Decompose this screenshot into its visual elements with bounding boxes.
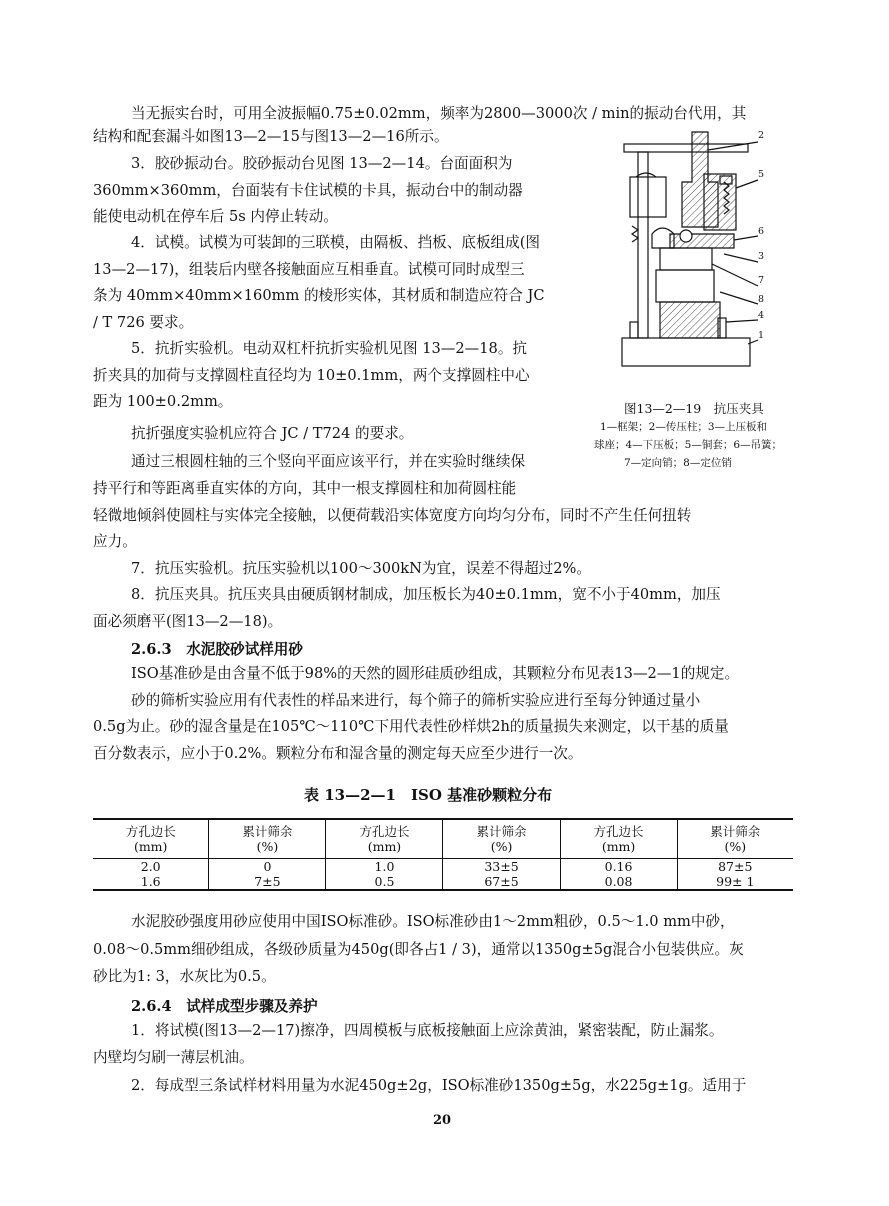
table-cell: 7±5: [209, 874, 326, 890]
paragraph-line: 百分数表示，应小于0.2%。颗粒分布和湿含量的测定每天应至少进行一次。: [93, 745, 583, 762]
paragraph-line: 2．每成型三条试样材料用量为水泥450g±2g，ISO标准砂1350g±5g，水225g±1g。适用于: [131, 1077, 747, 1094]
callout-3: 3: [758, 251, 765, 262]
paragraph-line: 轻微地倾斜使圆柱与实体完全接触，以便荷载沿实体宽度方向均匀分布，同时不产生任何扭转: [93, 507, 692, 524]
table-row: [93, 859, 793, 875]
callout-6: 6: [758, 226, 765, 237]
table-cell: 67±5: [443, 874, 560, 890]
table-header-row: [93, 819, 793, 859]
paragraph-line: 结构和配套漏斗如图13—2—15与图13—2—16所示。: [93, 128, 449, 145]
figure-legend-line: 球座；4—下压板；5—铜套；6—吊簧；: [594, 439, 783, 451]
table-header: 累计筛余 (%): [443, 819, 560, 859]
paragraph-line: 4．试模。试模为可装卸的三联模，由隔板、挡板、底板组成(图: [131, 234, 541, 251]
paragraph-line: 5．抗折实验机。电动双杠杆抗折实验机见图 13—2—18。抗: [131, 340, 528, 357]
paragraph-line: 0.08～0.5mm细砂组成，各级砂质量为450g(即各占1 / 3)，通常以1350g±5g混合小包装供应。灰: [93, 941, 744, 958]
table-header: 累计筛余 (%): [209, 819, 326, 859]
figure-caption: 图13—2—19 抗压夹具: [624, 401, 764, 416]
table-cell: 0: [209, 859, 326, 875]
table-cell: 33±5: [443, 859, 560, 875]
paragraph-line: 折夹具的加荷与支撑圆柱直径均为 10±0.1mm，两个支撑圆柱中心: [93, 367, 530, 384]
table-header: 累计筛余 (%): [710, 824, 761, 854]
paragraph-line: 能使电动机在停车后 5s 内停止转动。: [93, 208, 338, 225]
section-heading: 2.6.4 试样成型步骤及养护: [131, 998, 318, 1015]
paragraph-line: 水泥胶砂强度用砂应使用中国ISO标准砂。ISO标准砂由1～2mm粗砂，0.5～1.0 mm中砂，: [131, 913, 735, 930]
paragraph-line: 13—2—17)，组装后内壁各接触面应互相垂直。试模可同时成型三: [93, 261, 525, 278]
paragraph-line: 面必须磨平(图13—2—18)。: [93, 613, 283, 630]
callout-1: 1: [758, 330, 765, 341]
table-header: 方孔边长 (mm): [326, 819, 443, 859]
figure-legend-line: 7—定向销；8—定位销: [624, 457, 732, 469]
section-heading: 2.6.3 水泥胶砂试样用砂: [131, 641, 303, 658]
paragraph-line: 内壁均匀刷一薄层机油。: [93, 1049, 254, 1066]
paragraph-line: 条为 40mm×40mm×160mm 的棱形实体，其材质和制造应符合 JC: [93, 287, 545, 304]
table-header: 方孔边长 (mm): [93, 819, 209, 859]
table-cell: 2.0: [93, 859, 209, 875]
paragraph-line: 抗折强度实验机应符合 JC / T724 的要求。: [131, 425, 414, 442]
paragraph-line: 8．抗压夹具。抗压夹具由硬质钢材制成，加压板长为40±0.1mm，宽不小于40mm，加压: [131, 586, 721, 603]
paragraph-line: ISO基准砂是由含量不低于98%的天然的圆形硅质砂组成，其颗粒分布见表13—2—1的规定。: [131, 665, 740, 682]
table-cell: 1.0: [326, 859, 443, 875]
table-title: 表 13—2—1 ISO 基准砂颗粒分布: [304, 786, 553, 804]
paragraph-line: 通过三根圆柱轴的三个竖向平面应该平行，并在实验时继续保: [131, 453, 526, 470]
paragraph-line: 距为 100±0.2mm。: [93, 393, 233, 410]
callout-5: 5: [758, 169, 765, 180]
iso-sand-table: [93, 818, 793, 891]
paragraph-line: 砂比为1: 3，水灰比为0.5。: [93, 968, 276, 985]
paragraph-line: 砂的筛析实验应用有代表性的样品来进行，每个筛子的筛析实验应进行至每分钟通过量小: [131, 692, 701, 709]
paragraph-line: 0.5g为止。砂的湿含量是在105℃～110℃下用代表性砂样烘2h的质量损失来测定，以干基的质量: [93, 718, 729, 735]
callout-4: 4: [758, 310, 765, 321]
table-row: [93, 874, 793, 890]
table-cell: 87±5: [718, 859, 753, 874]
table-header: 方孔边长 (mm): [560, 819, 677, 859]
paragraph-line: 持平行和等距离垂直实体的方向，其中一根支撑圆柱和加荷圆柱能: [93, 480, 517, 497]
paragraph-line: 当无振实台时，可用全波振幅0.75±0.02mm，频率为2800—3000次 / min的振动台代用，其: [131, 105, 747, 122]
paragraph-line: 应力。: [93, 533, 137, 550]
table-cell: 0.08: [560, 874, 677, 890]
paragraph-line: 360mm×360mm，台面装有卡住试模的卡具，振动台中的制动器: [93, 182, 523, 199]
compression-fixture-drawing: [600, 122, 780, 378]
paragraph-line: 7．抗压实验机。抗压实验机以100～300kN为宜，误差不得超过2%。: [131, 560, 592, 577]
callout-7: 7: [758, 275, 765, 286]
table-cell: 0.16: [560, 859, 677, 875]
paragraph-line: 1．将试模(图13—2—17)擦净，四周模板与底板接触面上应涂黄油，紧密装配，防止漏浆。: [131, 1022, 724, 1039]
table-cell: 1.6: [93, 874, 209, 890]
page-number: 20: [433, 1113, 452, 1128]
table-cell: 0.5: [326, 874, 443, 890]
callout-8: 8: [758, 294, 765, 305]
paragraph-line: / T 726 要求。: [93, 314, 194, 331]
callout-2: 2: [758, 130, 765, 141]
table-cell: 99± 1: [716, 874, 755, 889]
paragraph-line: 3．胶砂振动台。胶砂振动台见图 13—2—14。台面面积为: [131, 155, 513, 172]
figure-legend-line: 1—框架；2—传压柱；3—上压板和: [600, 421, 768, 433]
